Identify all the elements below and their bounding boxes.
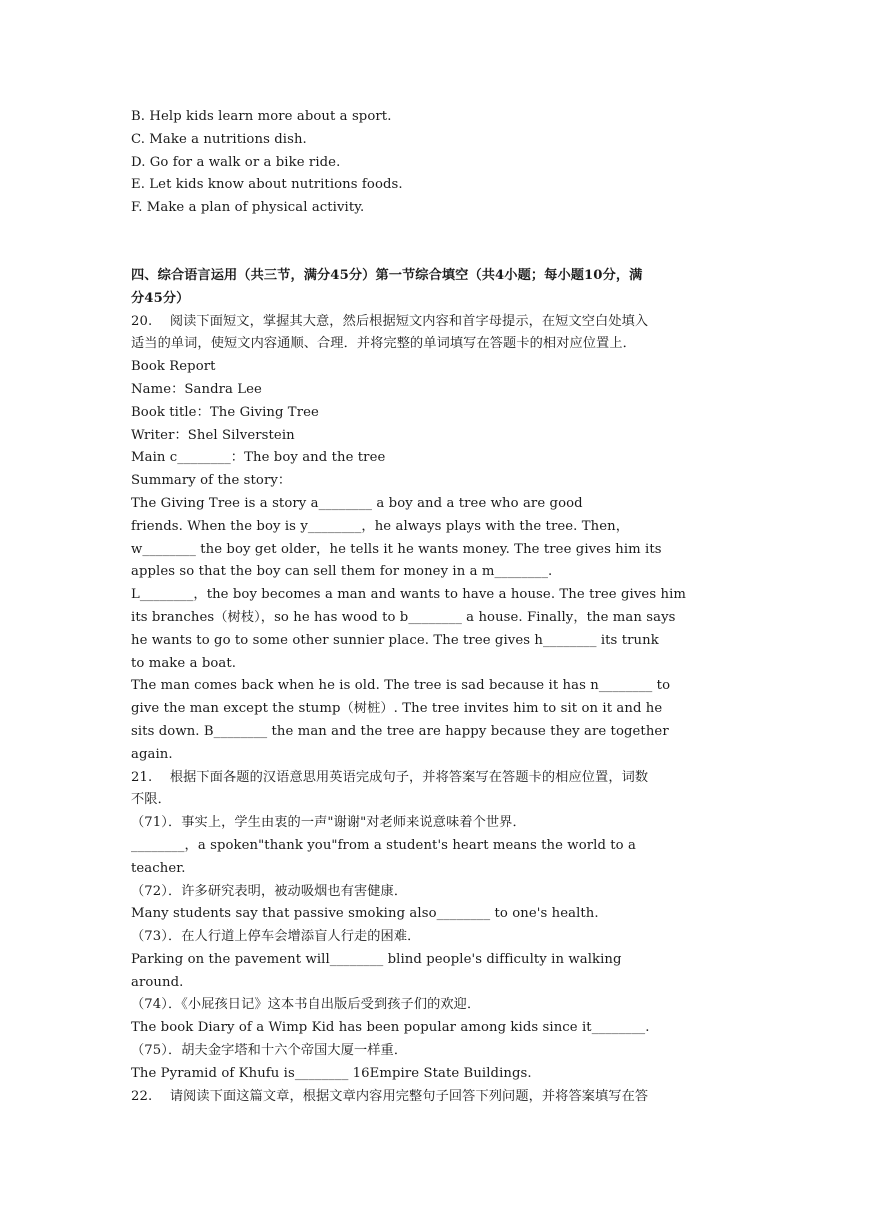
option-f: F. Make a plan of physical activity.: [131, 200, 365, 216]
item-75-chinese: （75）．胡夫金字塔和十六个帝国大厦一样重．: [131, 1043, 408, 1059]
summary-p3-line-3: sits down. B________ the man and the tree are happy because they are together: [131, 723, 669, 739]
option-e: E. Let kids know about nutritions foods.: [131, 177, 403, 193]
section-heading-line-1: 四、综合语言运用（共三节，满分45分）第一节综合填空（共4小题；每小题10分，满: [131, 267, 643, 283]
summary-p1-line-3: w________ the boy get older，he tells it he wants money. The tree gives him its: [131, 541, 662, 557]
summary-p2-line-3: he wants to go to some other sunnier place. The tree gives h________ its trunk: [131, 632, 659, 648]
q20-intro-line-2: 适当的单词，使短文内容通顺、合理．并将完整的单词填写在答题卡的相对应位置上．: [131, 336, 636, 352]
summary-p1-line-2: friends. When the boy is y________，he always plays with the tree. Then，: [131, 518, 630, 534]
option-b: B. Help kids learn more about a sport.: [131, 109, 392, 124]
report-name: Name：Sandra Lee: [131, 381, 262, 397]
report-writer: Writer：Shel Silverstein: [131, 427, 295, 443]
question-22: [131, 1086, 741, 1109]
summary-p3-line-2: give the man except the stump（树桩）. The tree invites him to sit on it and he: [131, 701, 663, 717]
summary-paragraph-3: [131, 675, 741, 766]
item-74-chinese: （74）．《小屁孩日记》这本书自出版后受到孩子们的欢迎．: [131, 997, 481, 1013]
q20-intro-line-1: 20. 阅读下面短文，掌握其大意，然后根据短文内容和首字母提示，在短文空白处填入: [131, 313, 649, 329]
report-summary-label: Summary of the story：: [131, 473, 292, 489]
summary-paragraph-2: [131, 584, 741, 675]
item-75-english-line-1: The Pyramid of Khufu is________ 16Empire State Buildings.: [131, 1065, 532, 1081]
section-heading: [131, 265, 741, 311]
summary-paragraph-1: [131, 493, 741, 584]
summary-p2-line-2: its branches（树枝），so he has wood to b________ a house. Finally，the man says: [131, 609, 676, 625]
q21-intro-line-1: 21. 根据下面各题的汉语意思用英语完成句子，并将答案写在答题卡的相应位置，词数: [131, 769, 649, 785]
document-content: [131, 106, 741, 1108]
summary-p2-line-1: L________，the boy becomes a man and wants to have a house. The tree gives him: [131, 587, 686, 603]
summary-p2-line-4: to make a boat.: [131, 655, 237, 671]
item-72-english-line-1: Many students say that passive smoking also________ to one's health.: [131, 906, 599, 922]
item-71-english-line-1: ________，a spoken"thank you"from a student's heart means the world to a: [131, 837, 636, 853]
q22-intro-line-1: 22. 请阅读下面这篇文章，根据文章内容用完整句子回答下列问题，并将答案填写在答: [131, 1088, 649, 1104]
item-72-chinese: （72）．许多研究表明，被动吸烟也有害健康．: [131, 883, 408, 899]
option-d: D. Go for a walk or a bike ride.: [131, 154, 341, 170]
question-20: [131, 311, 741, 767]
section-gap: [131, 220, 741, 265]
question-21: [131, 767, 741, 1086]
summary-p3-line-1: The man comes back when he is old. The tree is sad because it has n________ to: [131, 678, 671, 694]
item-73-english-line-2: around.: [131, 974, 184, 990]
summary-p3-line-4: again.: [131, 746, 173, 762]
item-73-english-line-1: Parking on the pavement will________ blind people's difficulty in walking: [131, 951, 622, 967]
summary-p1-line-1: The Giving Tree is a story a________ a boy and a tree who are good: [131, 495, 583, 511]
report-main-characters: Main c________：The boy and the tree: [131, 450, 386, 466]
item-71-english-line-2: teacher.: [131, 860, 186, 876]
item-73-chinese: （73）．在人行道上停车会增添盲人行走的困难．: [131, 929, 421, 945]
summary-p1-line-4: apples so that the boy can sell them for money in a m________.: [131, 564, 553, 580]
q21-intro-line-2: 不限．: [131, 792, 171, 808]
report-book-title: Book title：The Giving Tree: [131, 404, 319, 420]
answer-options: [131, 106, 741, 220]
item-71-chinese: （71）．事实上，学生由衷的一声"谢谢"对老师来说意味着个世界．: [131, 815, 526, 831]
item-74-english-line-1: The book Diary of a Wimp Kid has been popular among kids since it________.: [131, 1020, 650, 1036]
option-c: C. Make a nutritions dish.: [131, 131, 307, 147]
section-heading-line-2: 分45分）: [131, 290, 190, 306]
report-title: Book Report: [131, 359, 216, 375]
